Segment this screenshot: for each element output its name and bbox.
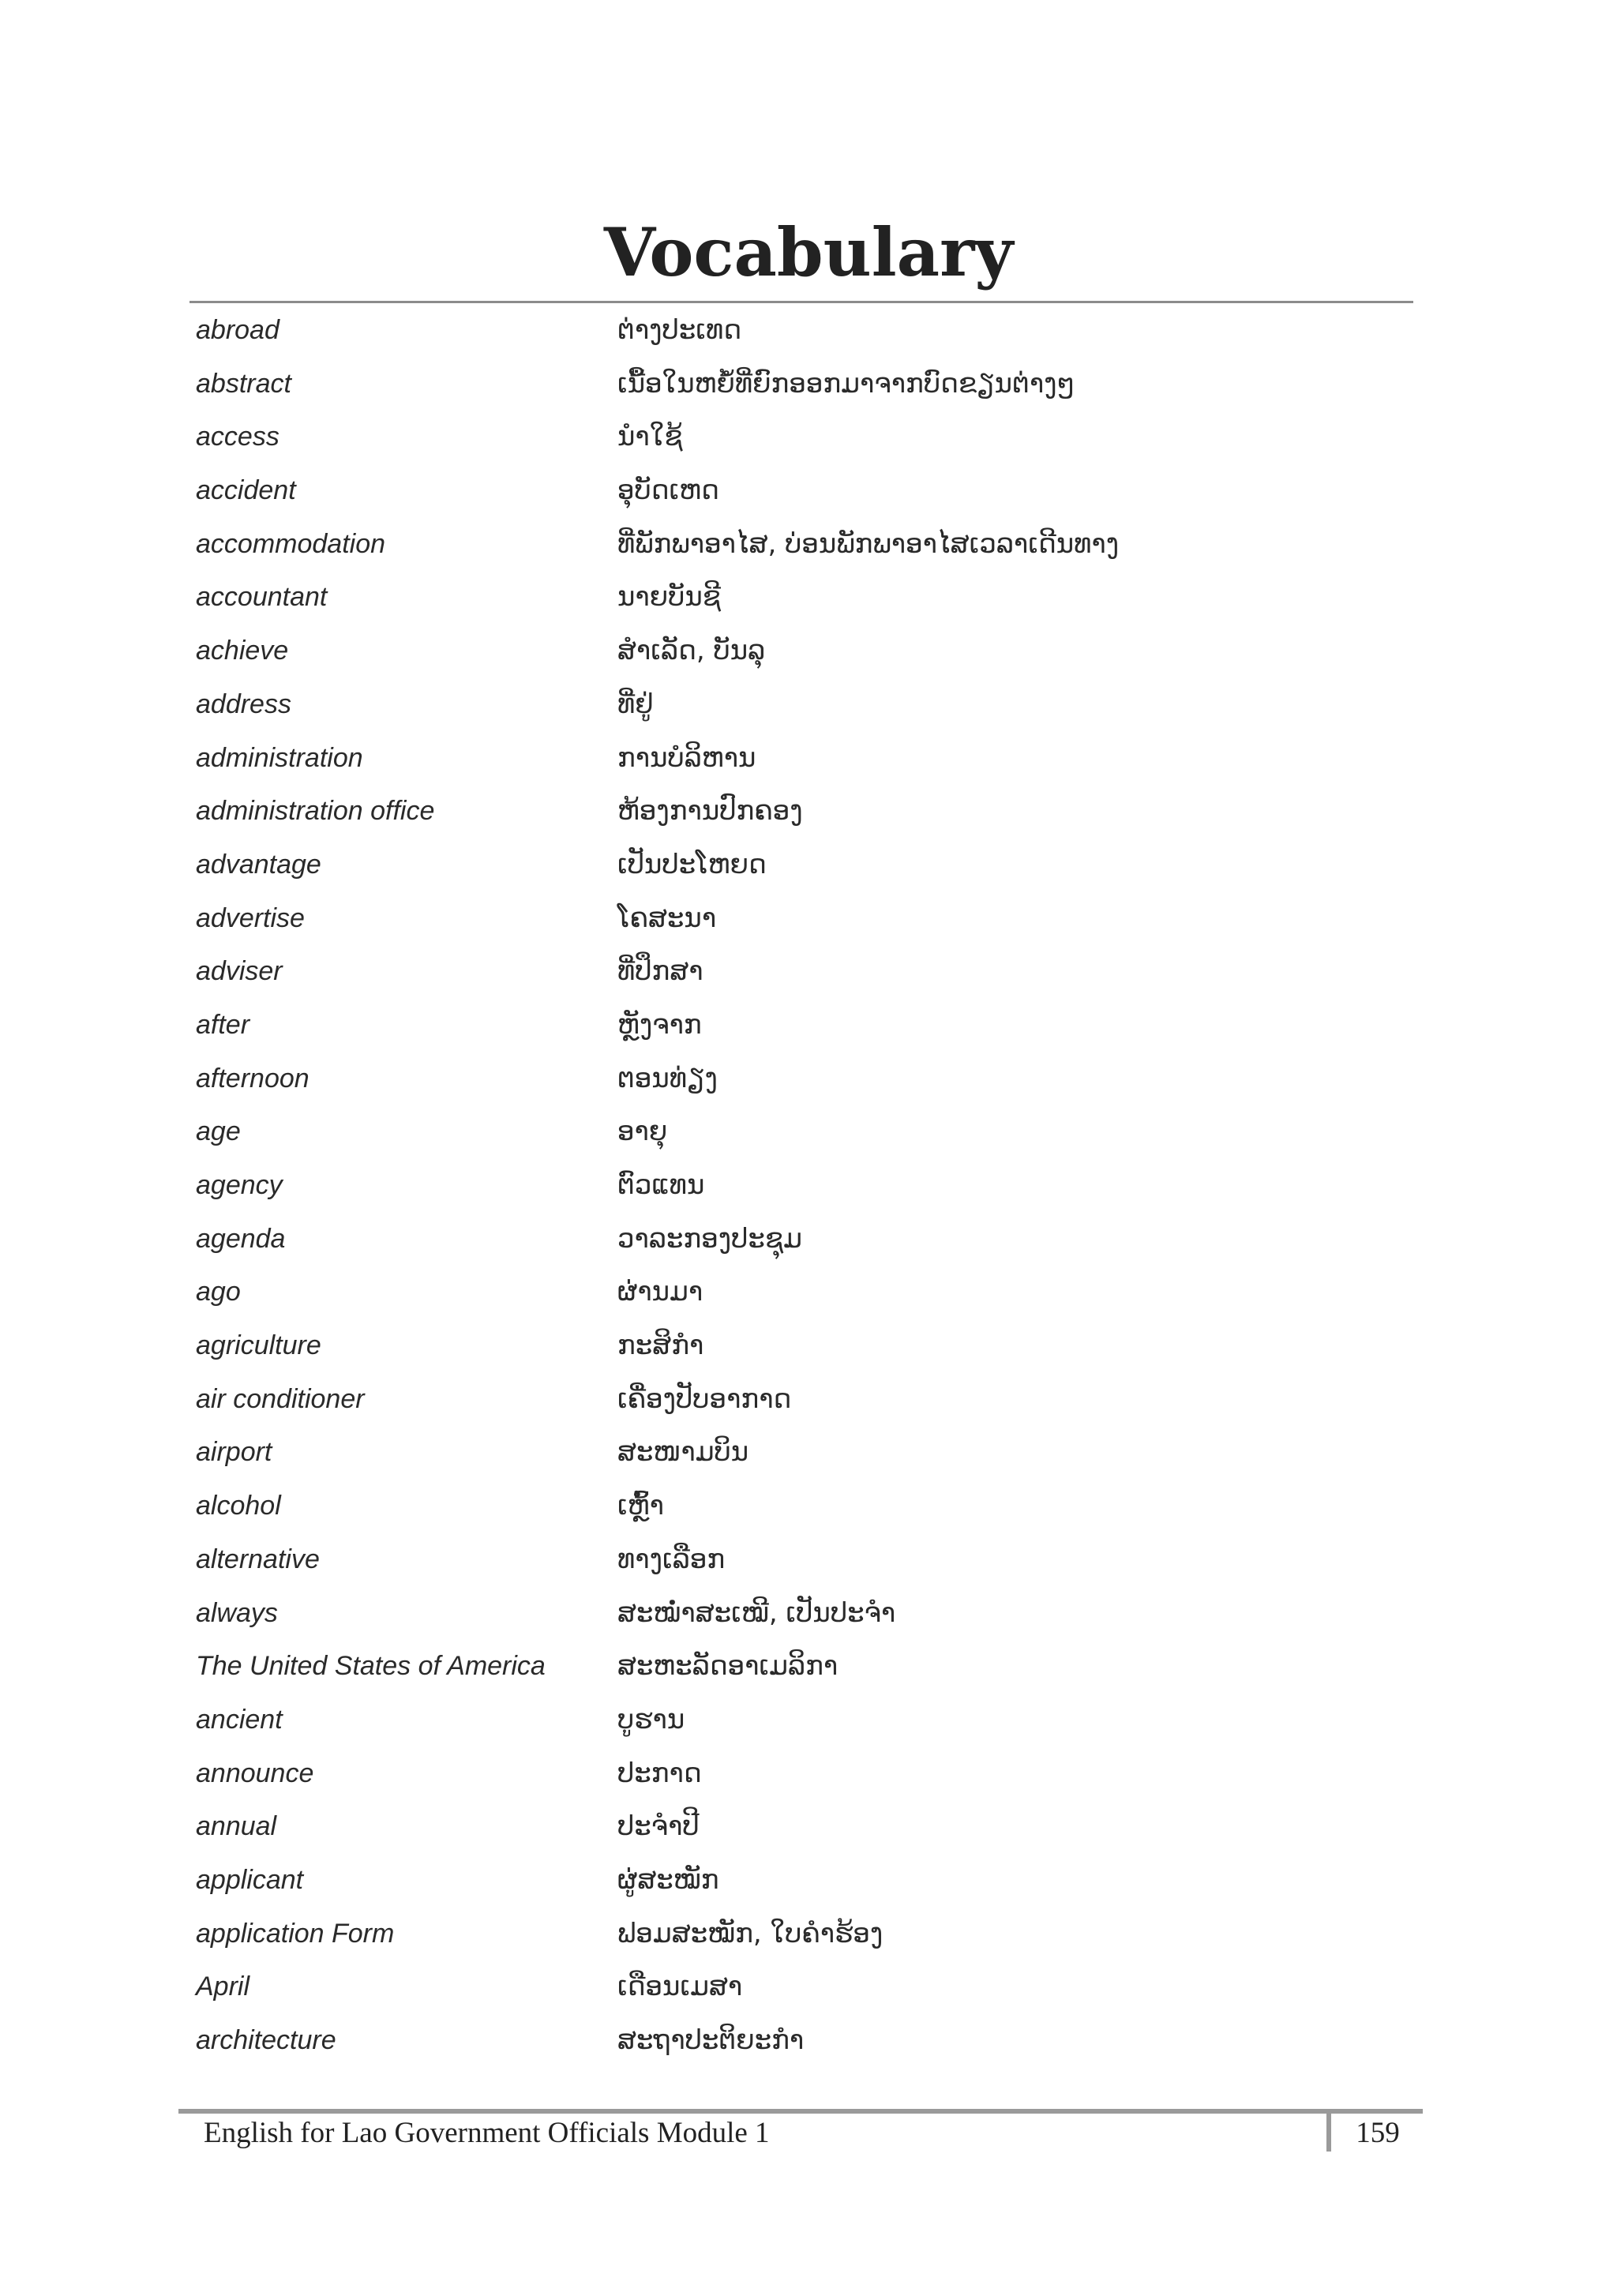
vocab-term: access xyxy=(196,422,280,452)
vocab-row xyxy=(196,1212,1412,1266)
vocab-term: April xyxy=(196,1971,250,2002)
vocab-definition: ຕອນທ່ຽງ xyxy=(617,1062,718,1094)
vocab-definition: ເປັນປະໂຫຍດ xyxy=(617,848,767,880)
vocab-term: after xyxy=(196,1009,250,1040)
vocab-row xyxy=(196,1586,1412,1640)
vocab-row xyxy=(196,1105,1412,1158)
vocab-row xyxy=(196,731,1412,785)
vocab-row xyxy=(196,1639,1412,1693)
vocab-definition: ບູຮານ xyxy=(617,1703,685,1735)
vocab-term: always xyxy=(196,1597,278,1628)
vocab-definition: ສະໜາມບິນ xyxy=(617,1436,749,1469)
vocab-definition: ຕ່າງປະເທດ xyxy=(617,314,742,346)
vocab-definition: ຟອມສະໝັກ, ໃບຄຳຮ້ອງ xyxy=(617,1917,884,1949)
vocab-definition: ປະກາດ xyxy=(617,1757,702,1789)
vocab-row xyxy=(196,1052,1412,1105)
vocab-row xyxy=(196,357,1412,411)
vocab-row xyxy=(196,1319,1412,1372)
vocab-definition: ສຳເລັດ, ບັນລຸ xyxy=(617,635,766,667)
vocab-definition: ວາລະກອງປະຊຸມ xyxy=(617,1222,802,1255)
vocab-term: ago xyxy=(196,1277,241,1307)
vocab-row xyxy=(196,1533,1412,1586)
vocab-term: administration xyxy=(196,742,363,773)
page-number: 159 xyxy=(1356,2117,1400,2149)
vocab-term: age xyxy=(196,1116,241,1147)
vocab-term: ancient xyxy=(196,1704,283,1735)
vocab-row xyxy=(196,944,1412,998)
vocab-term: annual xyxy=(196,1811,277,1842)
vocab-definition: ເຫຼົ້າ xyxy=(617,1490,664,1522)
vocab-term: accommodation xyxy=(196,528,386,559)
footer-rule xyxy=(178,2109,1423,2114)
vocab-row xyxy=(196,1853,1412,1907)
vocab-definition: ສະໝໍ່າສະເໝີ, ເປັນປະຈຳ xyxy=(617,1596,896,1629)
vocab-definition: ສະຖາປະຕິຍະກຳ xyxy=(617,2024,805,2056)
vocab-row xyxy=(196,1799,1412,1853)
vocab-definition: ທາງເລືອກ xyxy=(617,1543,726,1575)
vocab-row xyxy=(196,784,1412,838)
vocab-definition: ເດືອນເມສາ xyxy=(617,1971,743,2003)
vocab-definition: ອຸບັດເຫດ xyxy=(617,475,719,507)
vocab-row xyxy=(196,1907,1412,1960)
vocab-term: afternoon xyxy=(196,1063,310,1094)
vocab-term: agriculture xyxy=(196,1330,321,1361)
vocab-definition: ເຄື່ອງປັບອາກາດ xyxy=(617,1382,792,1415)
page-title: Vocabulary xyxy=(603,213,1014,291)
vocab-definition: ນຳໃຊ້ xyxy=(617,421,683,453)
vocab-definition: ອາຍຸ xyxy=(617,1116,668,1148)
vocab-row xyxy=(196,1746,1412,1800)
vocab-term: advantage xyxy=(196,849,321,880)
vocab-term: alcohol xyxy=(196,1491,281,1521)
vocab-definition: ຕົວແທນ xyxy=(617,1169,705,1201)
vocab-term: accident xyxy=(196,475,296,506)
vocab-row xyxy=(196,1479,1412,1533)
vocab-row xyxy=(196,1158,1412,1212)
vocab-definition: ກະສິກຳ xyxy=(617,1330,704,1362)
vocab-definition: ຜ່ານມາ xyxy=(617,1276,703,1308)
vocab-definition: ສະຫະລັດອາເມລິກາ xyxy=(617,1650,839,1683)
vocab-term: administration office xyxy=(196,796,435,827)
vocab-row xyxy=(196,1693,1412,1746)
vocab-term: agenda xyxy=(196,1223,286,1254)
vocab-row xyxy=(196,570,1412,624)
vocab-definition: ທີ່ພັກພາອາໄສ, ບ່ອນພັກພາອາໄສເວລາເດີນທາງ xyxy=(617,527,1120,560)
vocab-definition: ຜູ່ສະໝັກ xyxy=(617,1863,719,1896)
footer-text: English for Lao Government Officials Module 1 xyxy=(204,2117,770,2149)
vocab-row xyxy=(196,891,1412,945)
vocab-definition: ການບໍລິຫານ xyxy=(617,741,756,774)
vocab-row xyxy=(196,463,1412,517)
vocab-term: agency xyxy=(196,1170,283,1200)
vocab-term: application Form xyxy=(196,1918,395,1949)
vocab-row xyxy=(196,2013,1412,2067)
vocab-term: airport xyxy=(196,1437,272,1468)
vocab-term: architecture xyxy=(196,2025,336,2055)
vocab-term: adviser xyxy=(196,956,283,987)
vocab-row xyxy=(196,838,1412,891)
vocab-term: alternative xyxy=(196,1544,320,1574)
vocab-term: accountant xyxy=(196,582,328,613)
vocab-term: applicant xyxy=(196,1864,304,1895)
vocab-row xyxy=(196,303,1412,357)
footer-divider xyxy=(1326,2109,1331,2152)
vocab-definition: ໂຄສະນາ xyxy=(617,902,717,934)
vocab-term: The United States of America xyxy=(196,1651,546,1682)
vocab-row xyxy=(196,410,1412,463)
vocab-row xyxy=(196,1960,1412,2013)
vocab-row xyxy=(196,1425,1412,1479)
vocab-row xyxy=(196,998,1412,1052)
vocab-row xyxy=(196,677,1412,731)
vocab-row xyxy=(196,1265,1412,1319)
vocab-definition: ທີ່ປຶກສາ xyxy=(617,955,703,988)
vocab-row xyxy=(196,517,1412,571)
vocab-term: air conditioner xyxy=(196,1383,365,1414)
vocab-term: announce xyxy=(196,1758,314,1788)
vocabulary-list xyxy=(196,303,1412,2067)
vocab-definition: ຫຼັງຈາກ xyxy=(617,1008,702,1041)
vocab-definition: ນາຍບັນຊີ xyxy=(617,581,721,613)
vocab-term: advertise xyxy=(196,902,305,933)
vocab-definition: ປະຈຳປີ xyxy=(617,1810,700,1843)
vocab-definition: ຫ້ອງການປົກຄອງ xyxy=(617,795,803,827)
vocab-definition: ເນື້ອໃນຫຍໍ້ທີ່ຍົກອອກມາຈາກບົດຂຽນຕ່າງໆ xyxy=(617,367,1075,400)
vocab-term: achieve xyxy=(196,636,289,666)
vocab-row xyxy=(196,624,1412,677)
vocab-definition: ທີ່ຢູ່ xyxy=(617,688,654,720)
vocab-term: address xyxy=(196,688,291,719)
vocab-row xyxy=(196,1372,1412,1426)
vocab-term: abroad xyxy=(196,315,280,345)
vocab-term: abstract xyxy=(196,368,291,399)
